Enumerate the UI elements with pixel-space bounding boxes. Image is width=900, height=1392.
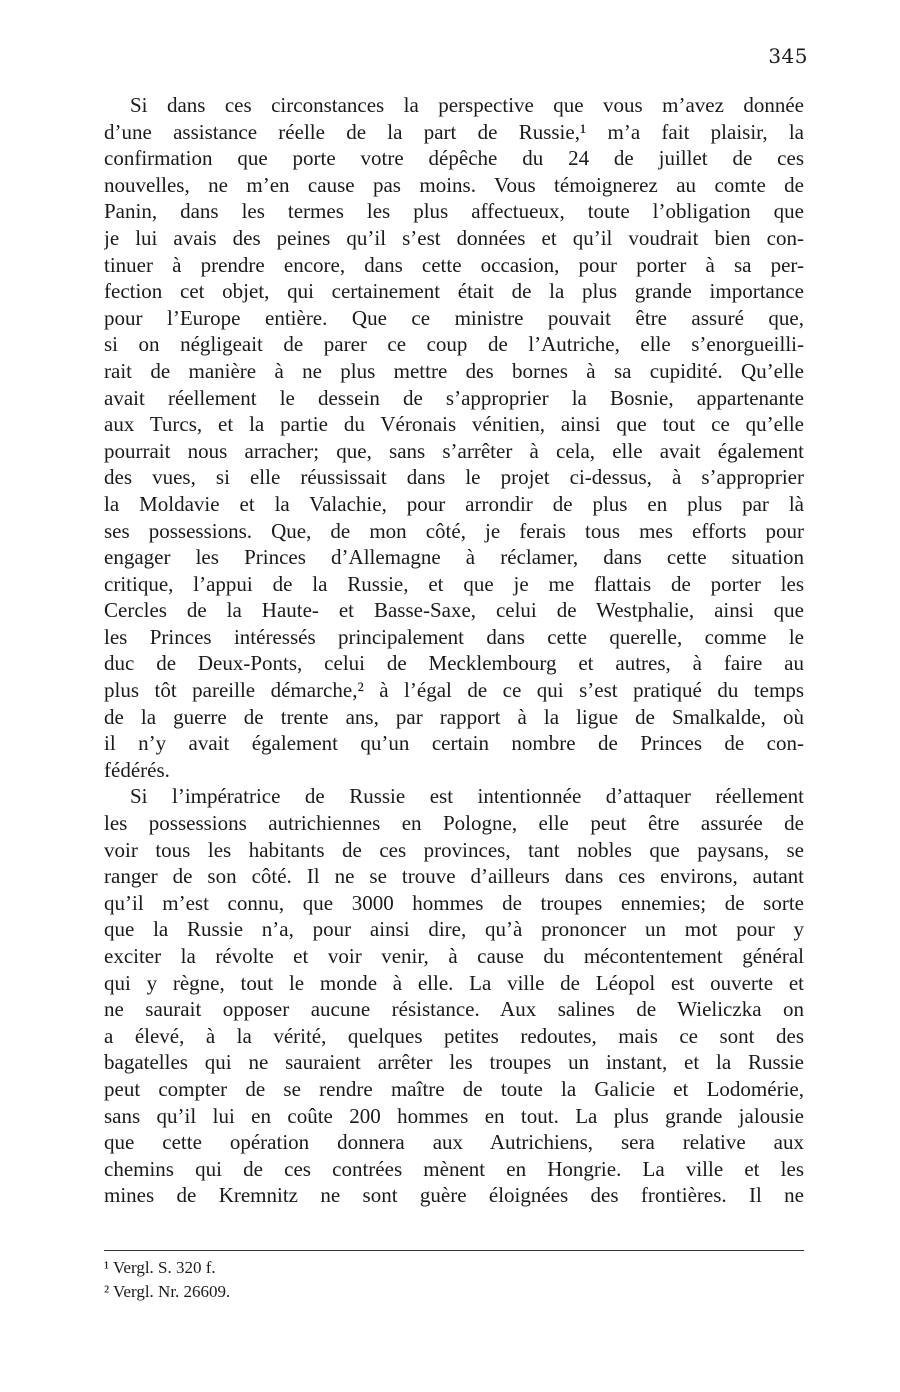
text-line: confirmation que porte votre dépêche du 24 de juillet de ces [104, 146, 804, 171]
text-line: Cercles de la Haute- et Basse-Saxe, celui de Westphalie, ainsi que [104, 598, 804, 623]
text-line: Panin, dans les termes les plus affectueux, toute l’obligation que [104, 199, 804, 224]
text-line: pourrait nous arracher; que, sans s’arrêter à cela, elle avait également [104, 438, 804, 463]
text-line: rait de manière à ne plus mettre des bornes à sa cupidité. Qu’elle [104, 358, 804, 383]
text-line: de la guerre de trente ans, par rapport à la ligue de Smalkalde, où [104, 704, 804, 729]
body-text [104, 92, 804, 1209]
footnote-2: ² Vergl. Nr. 26609. [104, 1282, 231, 1301]
text-line: Si l’impératrice de Russie est intentionnée d’attaquer réellement [130, 784, 804, 809]
text-line: il n’y avait également qu’un certain nombre de Princes de con- [104, 731, 804, 756]
paragraph-1 [104, 92, 804, 783]
text-line: je lui avais des peines qu’il s’est données et qu’il voudrait bien con- [104, 225, 804, 250]
text-line: ses possessions. Que, de mon côté, je ferais tous mes efforts pour [104, 518, 804, 543]
footnote-divider [104, 1250, 804, 1251]
text-line: si on négligeait de parer ce coup de l’Autriche, elle s’enorgueilli- [104, 332, 804, 357]
text-line: aux Turcs, et la partie du Véronais vénitien, ainsi que tout ce qu’elle [104, 412, 804, 437]
text-line: a élevé, à la vérité, quelques petites redoutes, mais ce sont des [104, 1023, 804, 1048]
text-line: Si dans ces circonstances la perspective que vous m’avez donnée [130, 93, 804, 117]
text-line: que cette opération donnera aux Autrichiens, sera relative aux [104, 1130, 804, 1155]
text-line: d’une assistance réelle de la part de Russie,¹ m’a fait plaisir, la [104, 119, 804, 144]
text-line: avait réellement le dessein de s’approprier la Bosnie, appartenante [104, 385, 804, 410]
text-line: duc de Deux-Ponts, celui de Mecklembourg et autres, à faire au [104, 651, 804, 676]
text-line: pour l’Europe entière. Que ce ministre pouvait être assuré que, [104, 305, 804, 330]
text-line: qu’il m’est connu, que 3000 hommes de troupes ennemies; de sorte [104, 890, 804, 915]
text-line: des vues, si elle réussissait dans le projet ci-dessus, à s’approprier [104, 465, 804, 490]
text-line: qui y règne, tout le monde à elle. La ville de Léopol est ouverte et [104, 970, 804, 995]
text-line: chemins qui de ces contrées mènent en Hongrie. La ville et les [104, 1156, 804, 1181]
text-line: critique, l’appui de la Russie, et que je me flattais de porter les [104, 571, 804, 596]
text-line: fection cet objet, qui certainement était de la plus grande importance [104, 279, 804, 304]
footnotes [104, 1256, 804, 1304]
footnote-1: ¹ Vergl. S. 320 f. [104, 1258, 216, 1277]
paragraph-2 [104, 783, 804, 1209]
text-line: nouvelles, ne m’en cause pas moins. Vous témoignerez au comte de [104, 172, 804, 197]
page-number: 345 [768, 44, 808, 68]
text-line: ne saurait opposer aucune résistance. Aux salines de Wieliczka on [104, 997, 804, 1022]
text-line: engager les Princes d’Allemagne à réclamer, dans cette situation [104, 545, 804, 570]
text-line: exciter la révolte et voir venir, à cause du mécontentement général [104, 944, 804, 968]
text-line: plus tôt pareille démarche,² à l’égal de ce qui s’est pratiqué du temps [104, 678, 804, 703]
text-line: bagatelles qui ne sauraient arrêter les troupes un instant, et la Russie [104, 1050, 804, 1075]
text-line: peut compter de se rendre maître de toute la Galicie et Lodomérie, [104, 1076, 804, 1101]
text-line: que la Russie n’a, pour ainsi dire, qu’à prononcer un mot pour y [104, 917, 804, 942]
text-line: sans qu’il lui en coûte 200 hommes en tout. La plus grande jalousie [104, 1103, 804, 1128]
text-line: ranger de son côté. Il ne se trouve d’ailleurs dans ces environs, autant [104, 864, 804, 889]
text-line: la Moldavie et la Valachie, pour arrondir de plus en plus par là [104, 491, 804, 516]
text-line: les Princes intéressés principalement dans cette querelle, comme le [104, 624, 804, 649]
text-line: voir tous les habitants de ces provinces, tant nobles que paysans, se [104, 837, 804, 862]
text-line: fédérés. [104, 757, 170, 782]
text-line: mines de Kremnitz ne sont guère éloignées des frontières. Il ne [104, 1183, 804, 1208]
text-line: tinuer à prendre encore, dans cette occasion, pour porter à sa per- [104, 252, 804, 277]
text-line: les possessions autrichiennes en Pologne, elle peut être assurée de [104, 811, 804, 836]
